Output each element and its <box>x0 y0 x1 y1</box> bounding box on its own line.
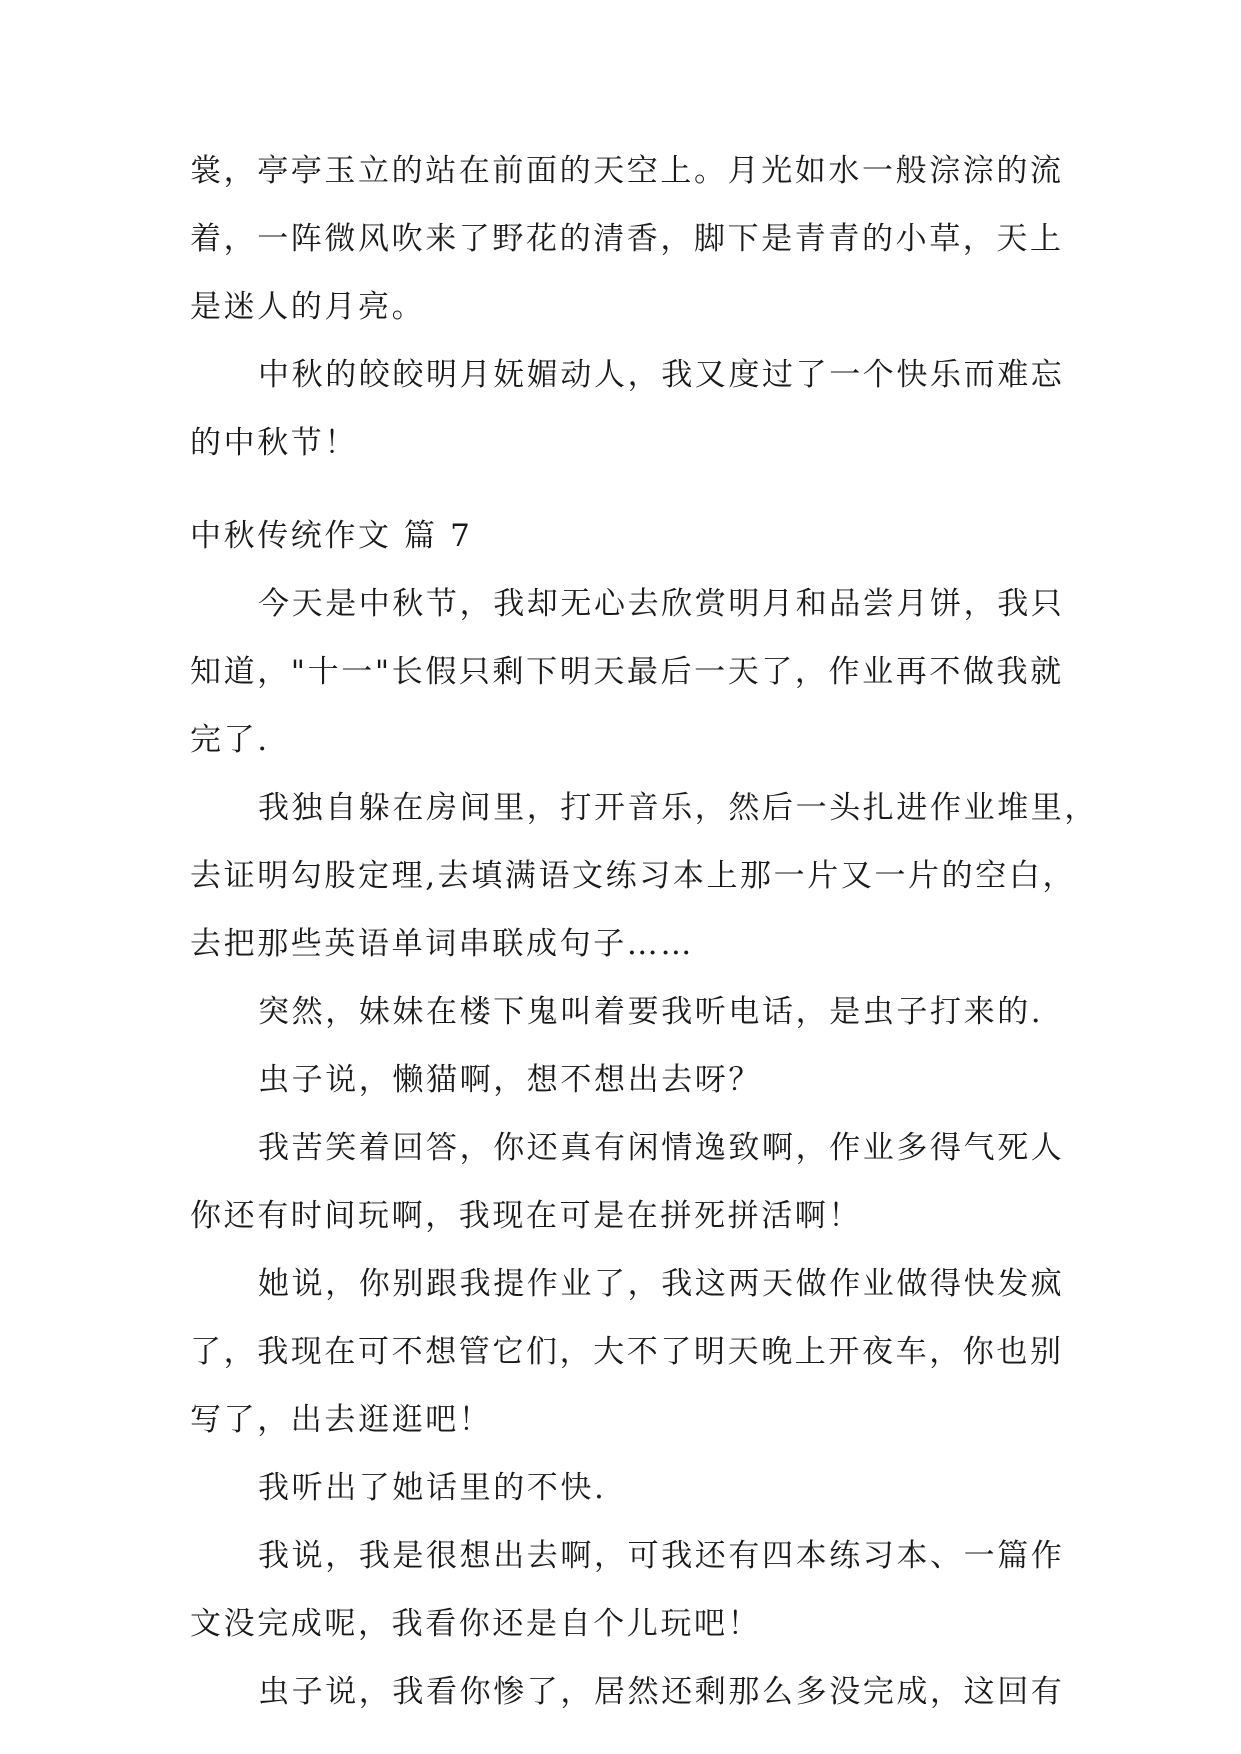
section-heading: 中秋传统作文 篇 7 <box>190 518 473 554</box>
text-line: 文没完成呢，我看你还是自个儿玩吧！ <box>190 1606 762 1642</box>
text-line: 突然，妹妹在楼下鬼叫着要我听电话，是虫子打来的. <box>258 994 1044 1030</box>
text-line: 今天是中秋节，我却无心去欣赏明月和品尝月饼，我只 <box>258 586 1065 622</box>
text-line: 她说，你别跟我提作业了，我这两天做作业做得快发疯 <box>258 1266 1065 1302</box>
paragraph-block-body <box>190 570 1098 1726</box>
text-line: 我听出了她话里的不快. <box>258 1470 607 1506</box>
text-line: 了，我现在可不想管它们，大不了明天晚上开夜车，你也别 <box>190 1334 1064 1370</box>
text-line: 中秋的皎皎明月妩媚动人，我又度过了一个快乐而难忘 <box>258 357 1065 393</box>
text-line: 虫子说，懒猫啊，想不想出去呀？ <box>258 1062 762 1098</box>
text-line: 去把那些英语单词串联成句子…… <box>190 926 694 962</box>
text-line: 知道，"十一"长假只剩下明天最后一天了，作业再不做我就 <box>190 654 1064 690</box>
text-line: 是迷人的月亮。 <box>190 289 426 325</box>
text-line: 我说，我是很想出去啊，可我还有四本练习本、一篇作 <box>258 1538 1065 1574</box>
text-line: 虫子说，我看你惨了，居然还剩那么多没完成，这回有 <box>258 1674 1065 1710</box>
paragraph-block-top <box>190 137 1065 477</box>
text-line: 着，一阵微风吹来了野花的清香，脚下是青青的小草，天上 <box>190 221 1064 257</box>
text-line: 裳，亭亭玉立的站在前面的天空上。月光如水一般淙淙的流 <box>190 153 1064 189</box>
text-line: 去证明勾股定理,去填满语文练习本上那一片又一片的空白， <box>190 858 1077 894</box>
text-line: 我独自躲在房间里，打开音乐，然后一头扎进作业堆里， <box>258 790 1098 826</box>
text-line: 我苦笑着回答，你还真有闲情逸致啊，作业多得气死人 <box>258 1130 1065 1166</box>
text-line: 完了. <box>190 722 270 758</box>
text-line: 写了，出去逛逛吧！ <box>190 1402 493 1438</box>
text-line: 的中秋节！ <box>190 425 358 461</box>
text-line: 你还有时间玩啊，我现在可是在拼死拼活啊！ <box>190 1198 862 1234</box>
